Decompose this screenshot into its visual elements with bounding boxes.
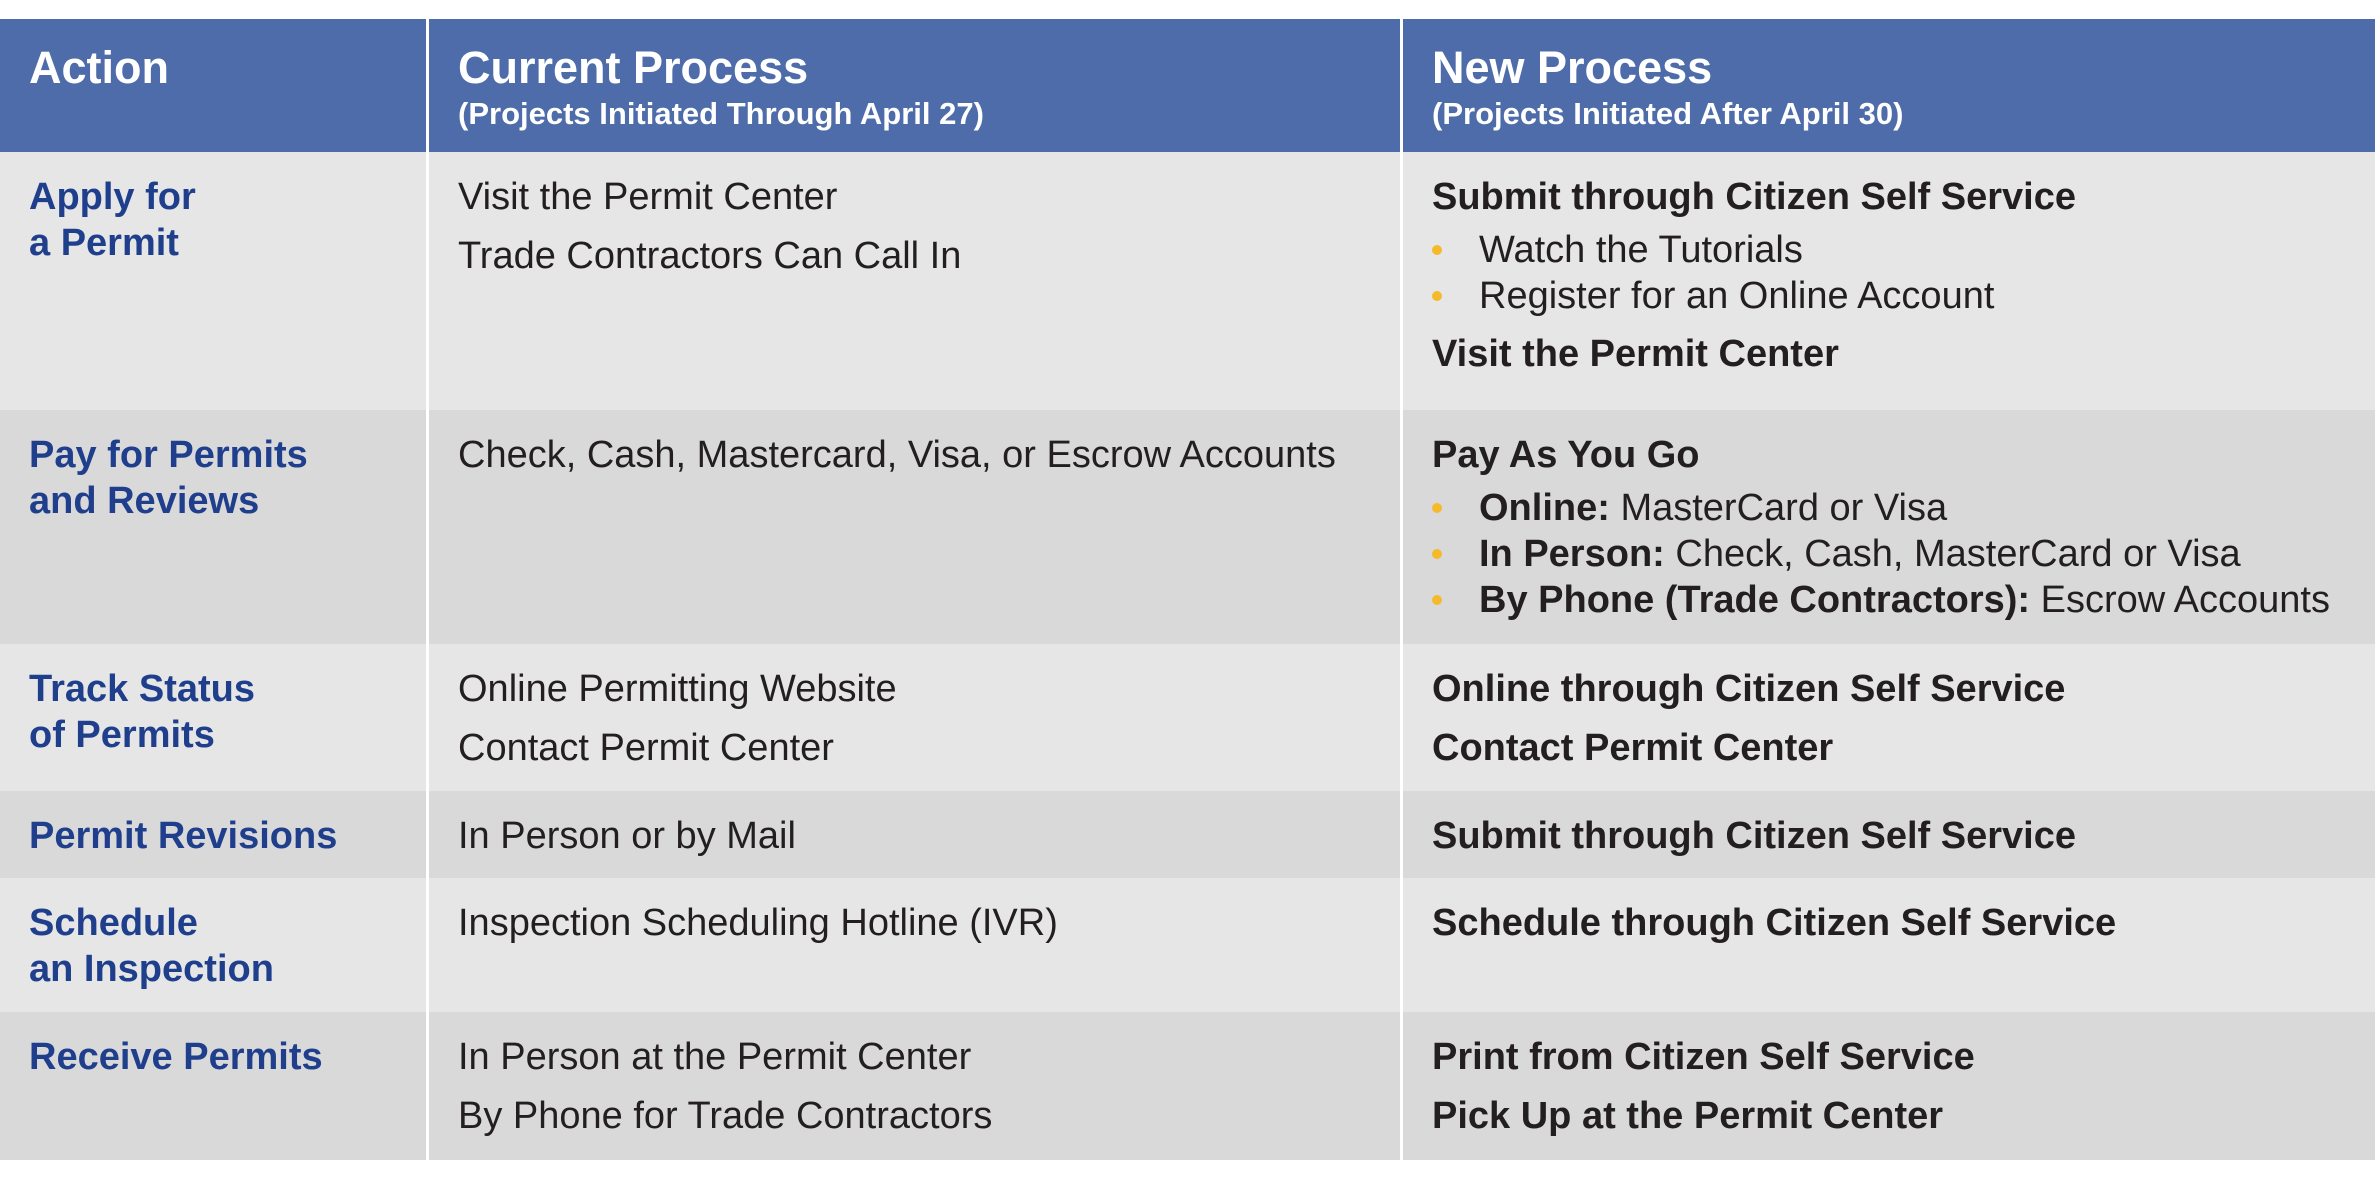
new-tail: Visit the Permit Center xyxy=(1432,333,1839,375)
action-permit-revisions: Permit Revisions xyxy=(0,791,426,878)
new-permit-revisions xyxy=(1403,791,2375,878)
bullet-text: Watch the Tutorials xyxy=(1479,229,1803,271)
bullet-item xyxy=(1432,273,2375,319)
current-permit-revisions xyxy=(429,791,1400,878)
bullet-text: Check, Cash, MasterCard or Visa xyxy=(1664,533,2241,575)
new-bullet-list xyxy=(1432,485,2375,623)
current-line: Check, Cash, Mastercard, Visa, or Escrow Accounts xyxy=(458,434,1336,476)
new-schedule-inspection xyxy=(1403,878,2375,1012)
header-current-process xyxy=(429,19,1400,152)
bullet-icon xyxy=(1432,503,1442,513)
current-track-status xyxy=(429,644,1400,791)
new-heading: Pay As You Go xyxy=(1432,434,1700,476)
action-receive-permits: Receive Permits xyxy=(0,1012,426,1160)
action-pay-permits: Pay for Permits and Reviews xyxy=(0,410,426,644)
new-line: Pick Up at the Permit Center xyxy=(1432,1095,1944,1137)
new-line: Submit through Citizen Self Service xyxy=(1432,815,2076,857)
current-pay-permits xyxy=(429,410,1400,644)
header-action xyxy=(0,19,426,152)
bullet-text: Register for an Online Account xyxy=(1479,275,1995,317)
process-comparison-table xyxy=(0,19,2375,1160)
header-current-title: Current Process xyxy=(458,42,809,93)
bullet-icon xyxy=(1432,595,1442,605)
current-apply-permit xyxy=(429,152,1400,410)
new-bullet-list xyxy=(1432,227,2375,319)
action-apply-permit: Apply for a Permit xyxy=(0,152,426,410)
header-new-process xyxy=(1403,19,2375,152)
new-line: Contact Permit Center xyxy=(1432,727,1834,769)
new-receive-permits xyxy=(1403,1012,2375,1160)
header-current-subtitle: (Projects Initiated Through April 27) xyxy=(458,96,984,131)
current-line: By Phone for Trade Contractors xyxy=(458,1095,993,1137)
bullet-icon xyxy=(1432,291,1442,301)
current-line: Inspection Scheduling Hotline (IVR) xyxy=(458,902,1058,944)
new-pay-permits xyxy=(1403,410,2375,644)
action-schedule-inspection: Schedule an Inspection xyxy=(0,878,426,1012)
bullet-icon xyxy=(1432,245,1442,255)
bullet-lead: Online: xyxy=(1479,487,1610,529)
new-apply-permit xyxy=(1403,152,2375,410)
new-line: Online through Citizen Self Service xyxy=(1432,668,2066,710)
current-line: Trade Contractors Can Call In xyxy=(458,235,962,277)
bullet-lead: By Phone (Trade Contractors): xyxy=(1479,579,2031,621)
bullet-text: Escrow Accounts xyxy=(2030,579,2330,621)
header-action-title: Action xyxy=(29,42,169,93)
current-schedule-inspection xyxy=(429,878,1400,1012)
header-new-title: New Process xyxy=(1432,42,1713,93)
new-track-status xyxy=(1403,644,2375,791)
current-line: Online Permitting Website xyxy=(458,668,897,710)
bullet-text: MasterCard or Visa xyxy=(1609,487,1948,529)
current-line: Visit the Permit Center xyxy=(458,176,838,218)
header-new-subtitle: (Projects Initiated After April 30) xyxy=(1432,96,1904,131)
bullet-item xyxy=(1432,531,2375,577)
current-line: Contact Permit Center xyxy=(458,727,834,769)
bullet-item xyxy=(1432,227,2375,273)
new-line: Schedule through Citizen Self Service xyxy=(1432,902,2117,944)
current-line: In Person at the Permit Center xyxy=(458,1036,972,1078)
current-receive-permits xyxy=(429,1012,1400,1160)
bullet-item xyxy=(1432,485,2375,531)
current-line: In Person or by Mail xyxy=(458,815,796,857)
bullet-item xyxy=(1432,577,2375,623)
new-line: Print from Citizen Self Service xyxy=(1432,1036,1975,1078)
action-track-status: Track Status of Permits xyxy=(0,644,426,791)
bullet-icon xyxy=(1432,549,1442,559)
new-heading: Submit through Citizen Self Service xyxy=(1432,176,2076,218)
bullet-lead: In Person: xyxy=(1479,533,1665,575)
